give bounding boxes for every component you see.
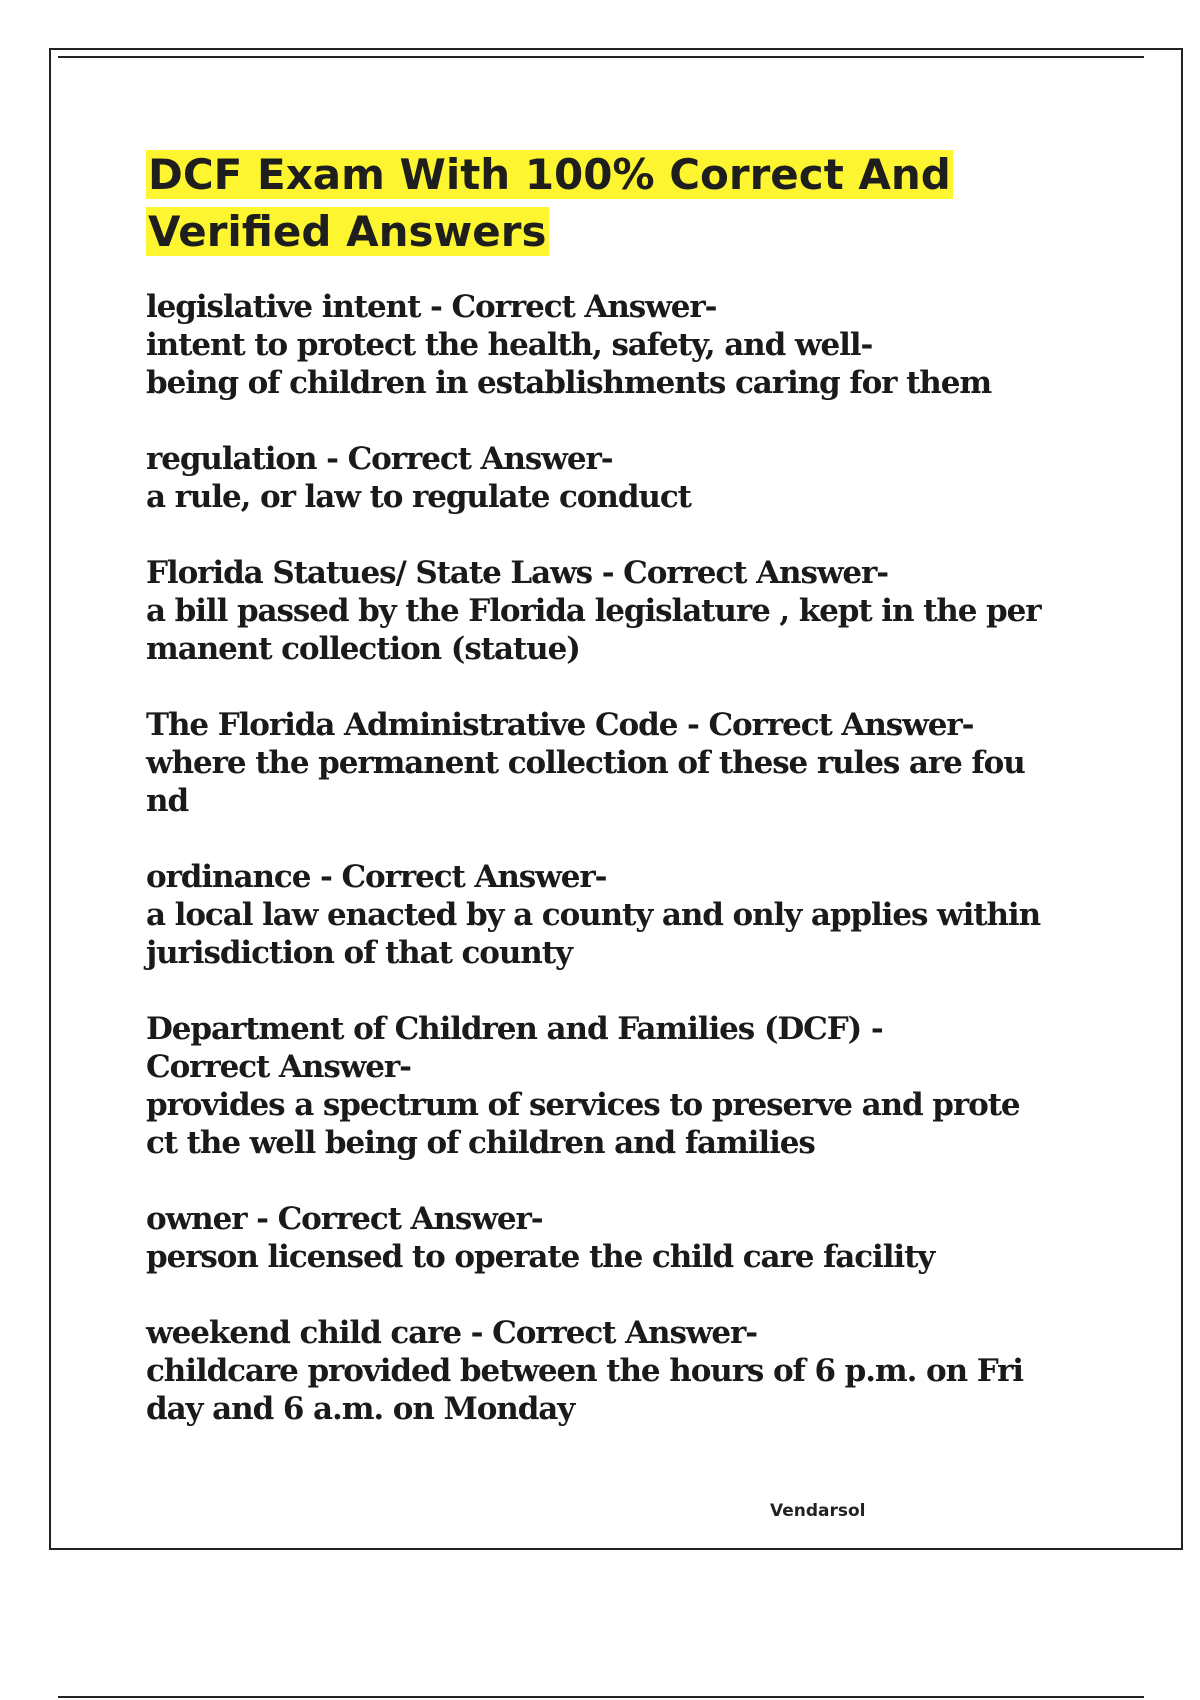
- entry-answer-line: day and 6 a.m. on Monday: [146, 1391, 575, 1427]
- document-body: [146, 146, 1106, 1466]
- qa-entry: [146, 288, 1106, 402]
- title-line-2: Verified Answers: [148, 207, 547, 256]
- qa-entry: [146, 858, 1106, 972]
- entry-answer-line: a rule, or law to regulate conduct: [146, 479, 691, 515]
- entry-term-line: Department of Children and Families (DCF) -: [146, 1011, 883, 1047]
- entry-term-line: Florida Statues/ State Laws - Correct Answer-: [146, 555, 889, 591]
- entry-term-line: ordinance - Correct Answer-: [146, 859, 607, 895]
- qa-entry: [146, 1314, 1106, 1428]
- entry-term-line: The Florida Administrative Code - Correct Answer-: [146, 707, 974, 743]
- document-title: [146, 146, 1106, 260]
- qa-entry: [146, 554, 1106, 668]
- entry-answer-line: a bill passed by the Florida legislature , kept in the per: [146, 593, 1041, 629]
- entry-answer-line: nd: [146, 783, 189, 819]
- entry-answer-line: intent to protect the health, safety, and well-: [146, 327, 873, 363]
- title-line-1: DCF Exam With 100% Correct And: [148, 150, 951, 199]
- entry-term-line: owner - Correct Answer-: [146, 1201, 543, 1237]
- entry-answer-line: ct the well being of children and families: [146, 1125, 815, 1161]
- entry-term-line: legislative intent - Correct Answer-: [146, 289, 717, 325]
- entry-answer-line: being of children in establishments caring for them: [146, 365, 992, 401]
- qa-entry: [146, 1010, 1106, 1162]
- entry-term-line: Correct Answer-: [146, 1049, 411, 1085]
- entry-answer-line: childcare provided between the hours of 6 p.m. on Fri: [146, 1353, 1023, 1389]
- entry-answer-line: a local law enacted by a county and only applies within: [146, 897, 1041, 933]
- entry-answer-line: provides a spectrum of services to preserve and prote: [146, 1087, 1020, 1123]
- entry-answer-line: person licensed to operate the child care facility: [146, 1239, 935, 1275]
- footer-brand: Vendarsol: [770, 1501, 866, 1521]
- qa-entry: [146, 440, 1106, 516]
- qa-entry: [146, 706, 1106, 820]
- bottom-rule: [58, 1696, 1144, 1698]
- entry-answer-line: where the permanent collection of these rules are fou: [146, 745, 1025, 781]
- entry-term-line: regulation - Correct Answer-: [146, 441, 613, 477]
- entry-answer-line: jurisdiction of that county: [146, 935, 572, 971]
- entry-term-line: weekend child care - Correct Answer-: [146, 1315, 758, 1351]
- qa-entry: [146, 1200, 1106, 1276]
- entry-answer-line: manent collection (statue): [146, 631, 580, 667]
